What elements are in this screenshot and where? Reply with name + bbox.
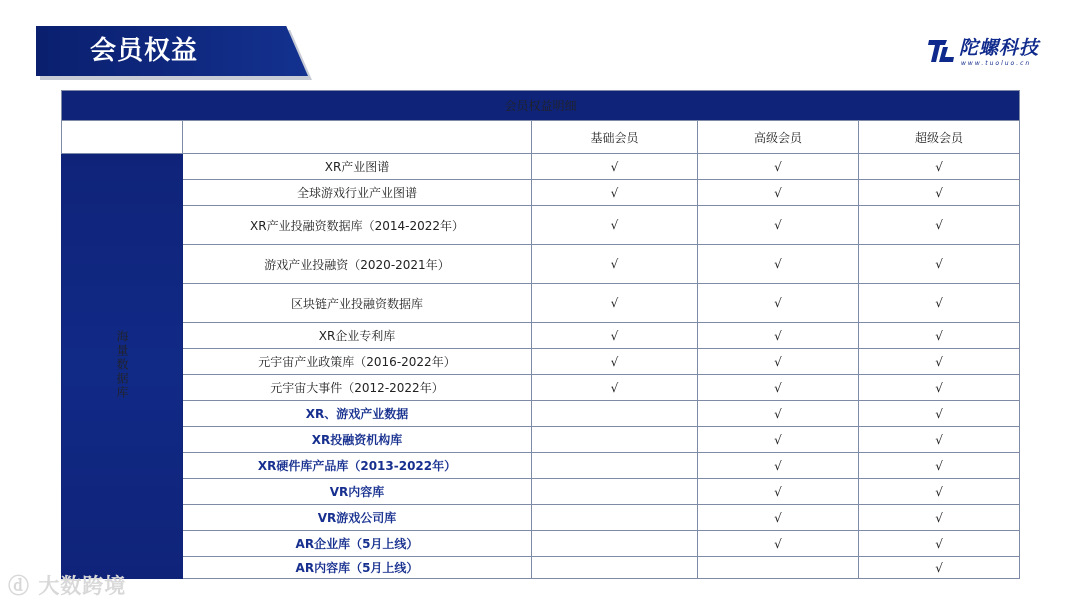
check-cell-super: √ <box>859 349 1020 375</box>
benefits-table <box>61 90 1020 579</box>
table-row <box>62 284 1020 323</box>
table-row <box>62 349 1020 375</box>
feature-name: XR产业投融资数据库（2014-2022年） <box>183 206 532 245</box>
check-cell-basic <box>532 453 698 479</box>
feature-name: XR硬件库产品库（2013-2022年） <box>183 453 532 479</box>
table-row <box>62 557 1020 579</box>
check-cell-advanced: √ <box>698 323 859 349</box>
check-cell-super: √ <box>859 531 1020 557</box>
check-cell-basic: √ <box>532 375 698 401</box>
feature-name: 元宇宙产业政策库（2016-2022年） <box>183 349 532 375</box>
page-title: 会员权益 <box>90 36 199 66</box>
check-cell-advanced: √ <box>698 375 859 401</box>
check-cell-super: √ <box>859 479 1020 505</box>
check-cell-advanced: √ <box>698 349 859 375</box>
table-row <box>62 401 1020 427</box>
check-cell-basic <box>532 427 698 453</box>
feature-name: 元宇宙大事件（2012-2022年） <box>183 375 532 401</box>
check-cell-basic <box>532 531 698 557</box>
check-cell-advanced: √ <box>698 401 859 427</box>
table-body <box>62 154 1020 579</box>
check-cell-super: √ <box>859 453 1020 479</box>
check-cell-basic: √ <box>532 154 698 180</box>
check-cell-basic <box>532 557 698 579</box>
check-cell-advanced: √ <box>698 154 859 180</box>
check-cell-advanced: √ <box>698 206 859 245</box>
check-cell-super: √ <box>859 557 1020 579</box>
feature-name: 全球游戏行业产业图谱 <box>183 180 532 206</box>
check-cell-basic <box>532 505 698 531</box>
check-cell-advanced <box>698 557 859 579</box>
check-cell-advanced: √ <box>698 427 859 453</box>
table-row <box>62 206 1020 245</box>
column-header-basic: 基础会员 <box>532 121 698 154</box>
category-label: 海量数据库 <box>115 329 129 400</box>
check-cell-basic: √ <box>532 206 698 245</box>
column-header-row <box>62 121 1020 154</box>
check-cell-super: √ <box>859 180 1020 206</box>
table-row <box>62 479 1020 505</box>
brand-watermark-icon: ⓓ <box>8 574 30 598</box>
table-row <box>62 323 1020 349</box>
column-header-blank-1 <box>62 121 183 154</box>
check-cell-super: √ <box>859 505 1020 531</box>
check-cell-advanced: √ <box>698 180 859 206</box>
tl-logo-icon <box>927 38 955 64</box>
table-row <box>62 427 1020 453</box>
check-cell-super: √ <box>859 206 1020 245</box>
feature-name: XR企业专利库 <box>183 323 532 349</box>
table-row <box>62 375 1020 401</box>
feature-name: XR投融资机构库 <box>183 427 532 453</box>
logo-name: 陀螺科技 <box>959 37 1040 59</box>
watermark <box>8 572 126 600</box>
check-cell-super: √ <box>859 323 1020 349</box>
table-row <box>62 531 1020 557</box>
column-header-blank-2 <box>183 121 532 154</box>
category-cell <box>62 154 183 579</box>
check-cell-advanced: √ <box>698 531 859 557</box>
feature-name: AR内容库（5月上线） <box>183 557 532 579</box>
company-logo <box>927 36 1057 72</box>
check-cell-advanced: √ <box>698 505 859 531</box>
table-row <box>62 505 1020 531</box>
column-header-super: 超级会员 <box>859 121 1020 154</box>
check-cell-super: √ <box>859 427 1020 453</box>
feature-name: XR、游戏产业数据 <box>183 401 532 427</box>
check-cell-basic: √ <box>532 349 698 375</box>
check-cell-basic: √ <box>532 245 698 284</box>
check-cell-advanced: √ <box>698 479 859 505</box>
logo-url: www.tuoluo.cn <box>961 60 1032 67</box>
feature-name: VR游戏公司库 <box>183 505 532 531</box>
table-row <box>62 453 1020 479</box>
column-header-advanced: 高级会员 <box>698 121 859 154</box>
check-cell-basic <box>532 479 698 505</box>
check-cell-basic: √ <box>532 323 698 349</box>
check-cell-super: √ <box>859 245 1020 284</box>
check-cell-super: √ <box>859 284 1020 323</box>
check-cell-basic <box>532 401 698 427</box>
check-cell-super: √ <box>859 375 1020 401</box>
table-row <box>62 180 1020 206</box>
feature-name: 区块链产业投融资数据库 <box>183 284 532 323</box>
table-title: 会员权益明细 <box>62 91 1020 121</box>
feature-name: VR内容库 <box>183 479 532 505</box>
check-cell-basic: √ <box>532 180 698 206</box>
check-cell-advanced: √ <box>698 284 859 323</box>
check-cell-advanced: √ <box>698 245 859 284</box>
watermark-text: 大数跨境 <box>38 574 127 598</box>
feature-name: XR产业图谱 <box>183 154 532 180</box>
table-row <box>62 154 1020 180</box>
check-cell-super: √ <box>859 154 1020 180</box>
check-cell-advanced: √ <box>698 453 859 479</box>
feature-name: AR企业库（5月上线） <box>183 531 532 557</box>
table-row <box>62 245 1020 284</box>
check-cell-super: √ <box>859 401 1020 427</box>
feature-name: 游戏产业投融资（2020-2021年） <box>183 245 532 284</box>
check-cell-basic: √ <box>532 284 698 323</box>
